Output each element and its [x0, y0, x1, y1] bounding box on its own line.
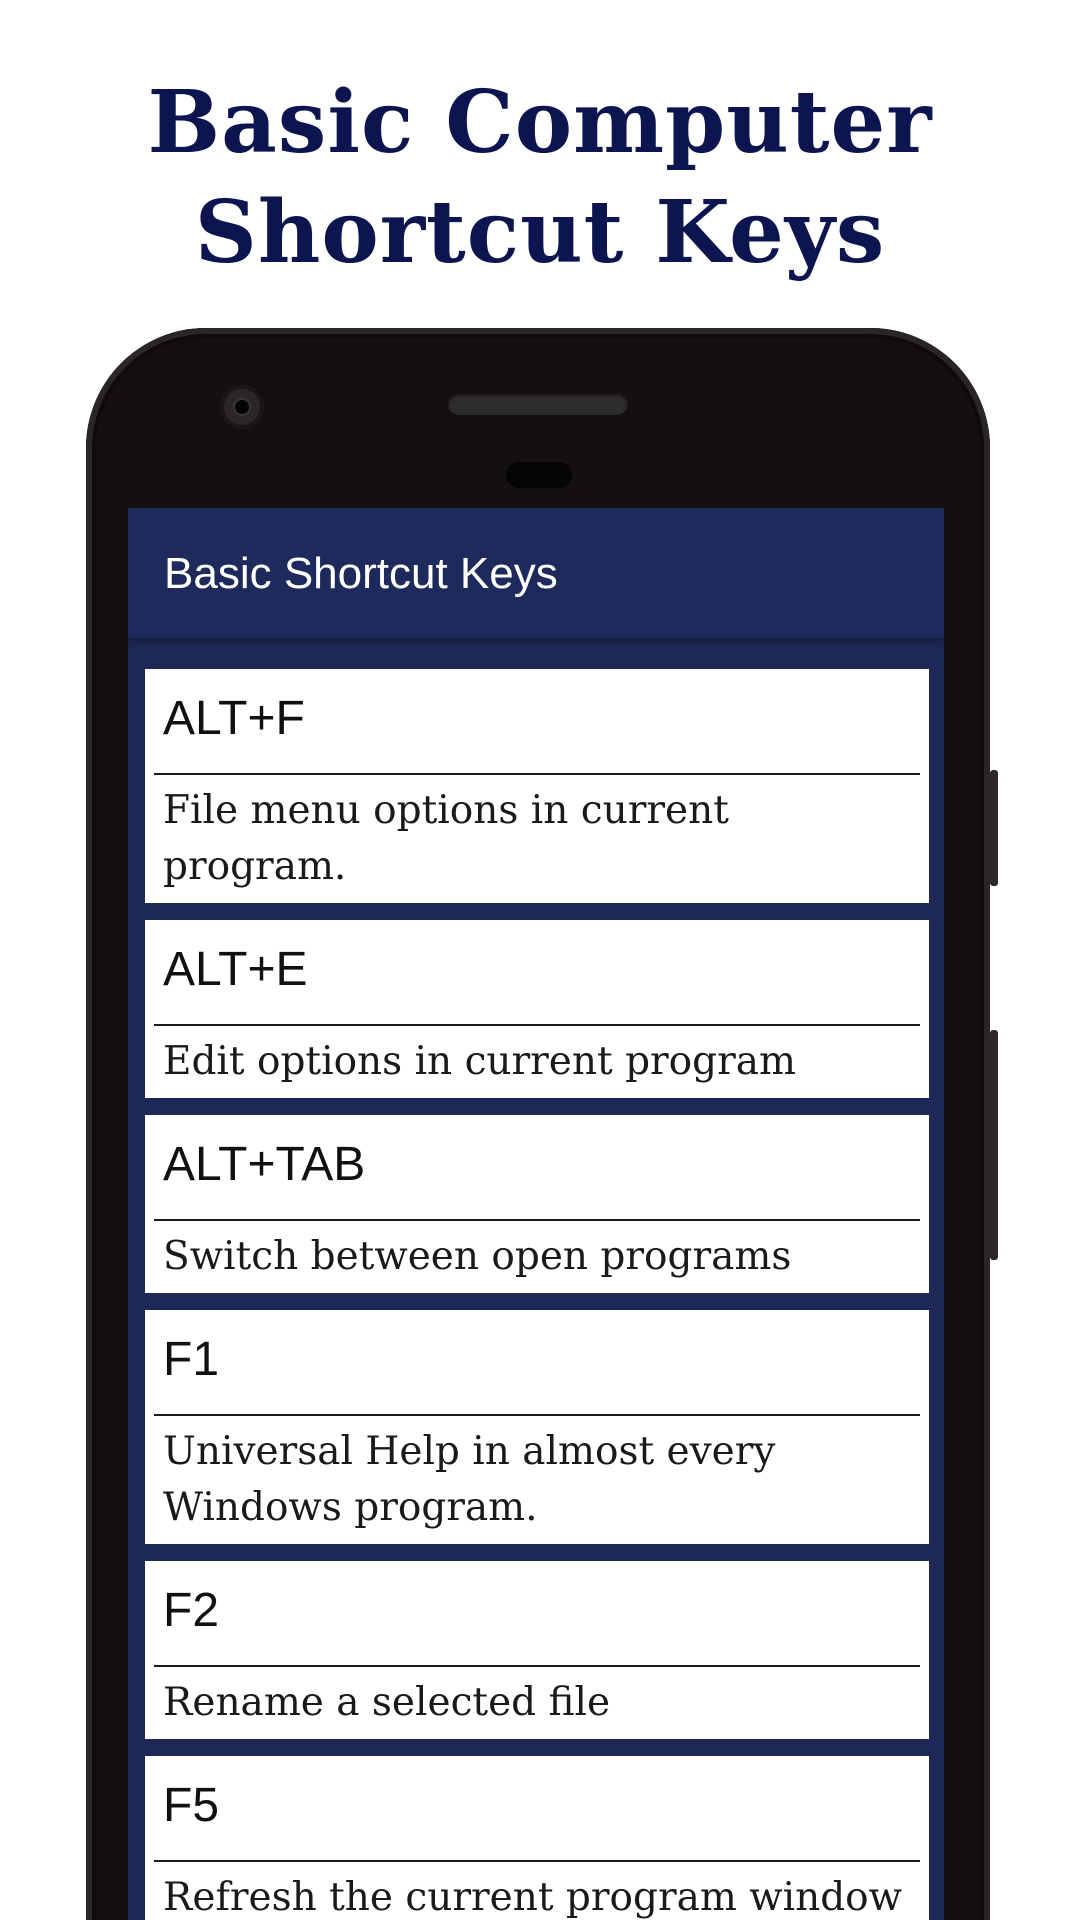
earpiece-speaker	[448, 393, 628, 415]
shortcut-description: Refresh the current program window	[163, 1875, 903, 1920]
shortcut-key: ALT+F	[163, 692, 305, 745]
app-bar-title: Basic Shortcut Keys	[164, 549, 558, 598]
shortcut-card[interactable]	[145, 1561, 929, 1739]
shortcut-key: F2	[163, 1584, 220, 1637]
shortcut-card[interactable]	[145, 1115, 929, 1293]
headline-line-2: Shortcut Keys	[194, 182, 886, 283]
shortcut-description: Rename a selected file	[163, 1680, 611, 1725]
shortcut-key: ALT+TAB	[163, 1138, 366, 1191]
phone-screen	[128, 508, 944, 1920]
shortcut-description: Edit options in current program	[163, 1039, 797, 1084]
shortcut-card[interactable]	[145, 1310, 929, 1544]
app-bar	[128, 508, 944, 638]
shortcut-card[interactable]	[145, 1756, 929, 1920]
power-button	[990, 1030, 998, 1260]
shortcut-card[interactable]	[145, 920, 929, 1098]
proximity-sensor	[506, 462, 572, 488]
promo-headline	[0, 68, 1080, 288]
shortcut-description: Universal Help in almost every Windows program.	[163, 1429, 776, 1530]
shortcut-list[interactable]	[145, 669, 929, 1920]
headline-line-1: Basic Computer	[147, 72, 933, 173]
shortcut-key: ALT+E	[163, 943, 308, 996]
volume-button	[990, 770, 998, 886]
shortcut-card[interactable]	[145, 669, 929, 903]
front-camera-icon	[220, 385, 264, 429]
shortcut-description: Switch between open programs	[163, 1234, 792, 1279]
shortcut-key: F5	[163, 1779, 220, 1832]
shortcut-key: F1	[163, 1333, 220, 1386]
shortcut-description: File menu options in current program.	[163, 788, 729, 889]
